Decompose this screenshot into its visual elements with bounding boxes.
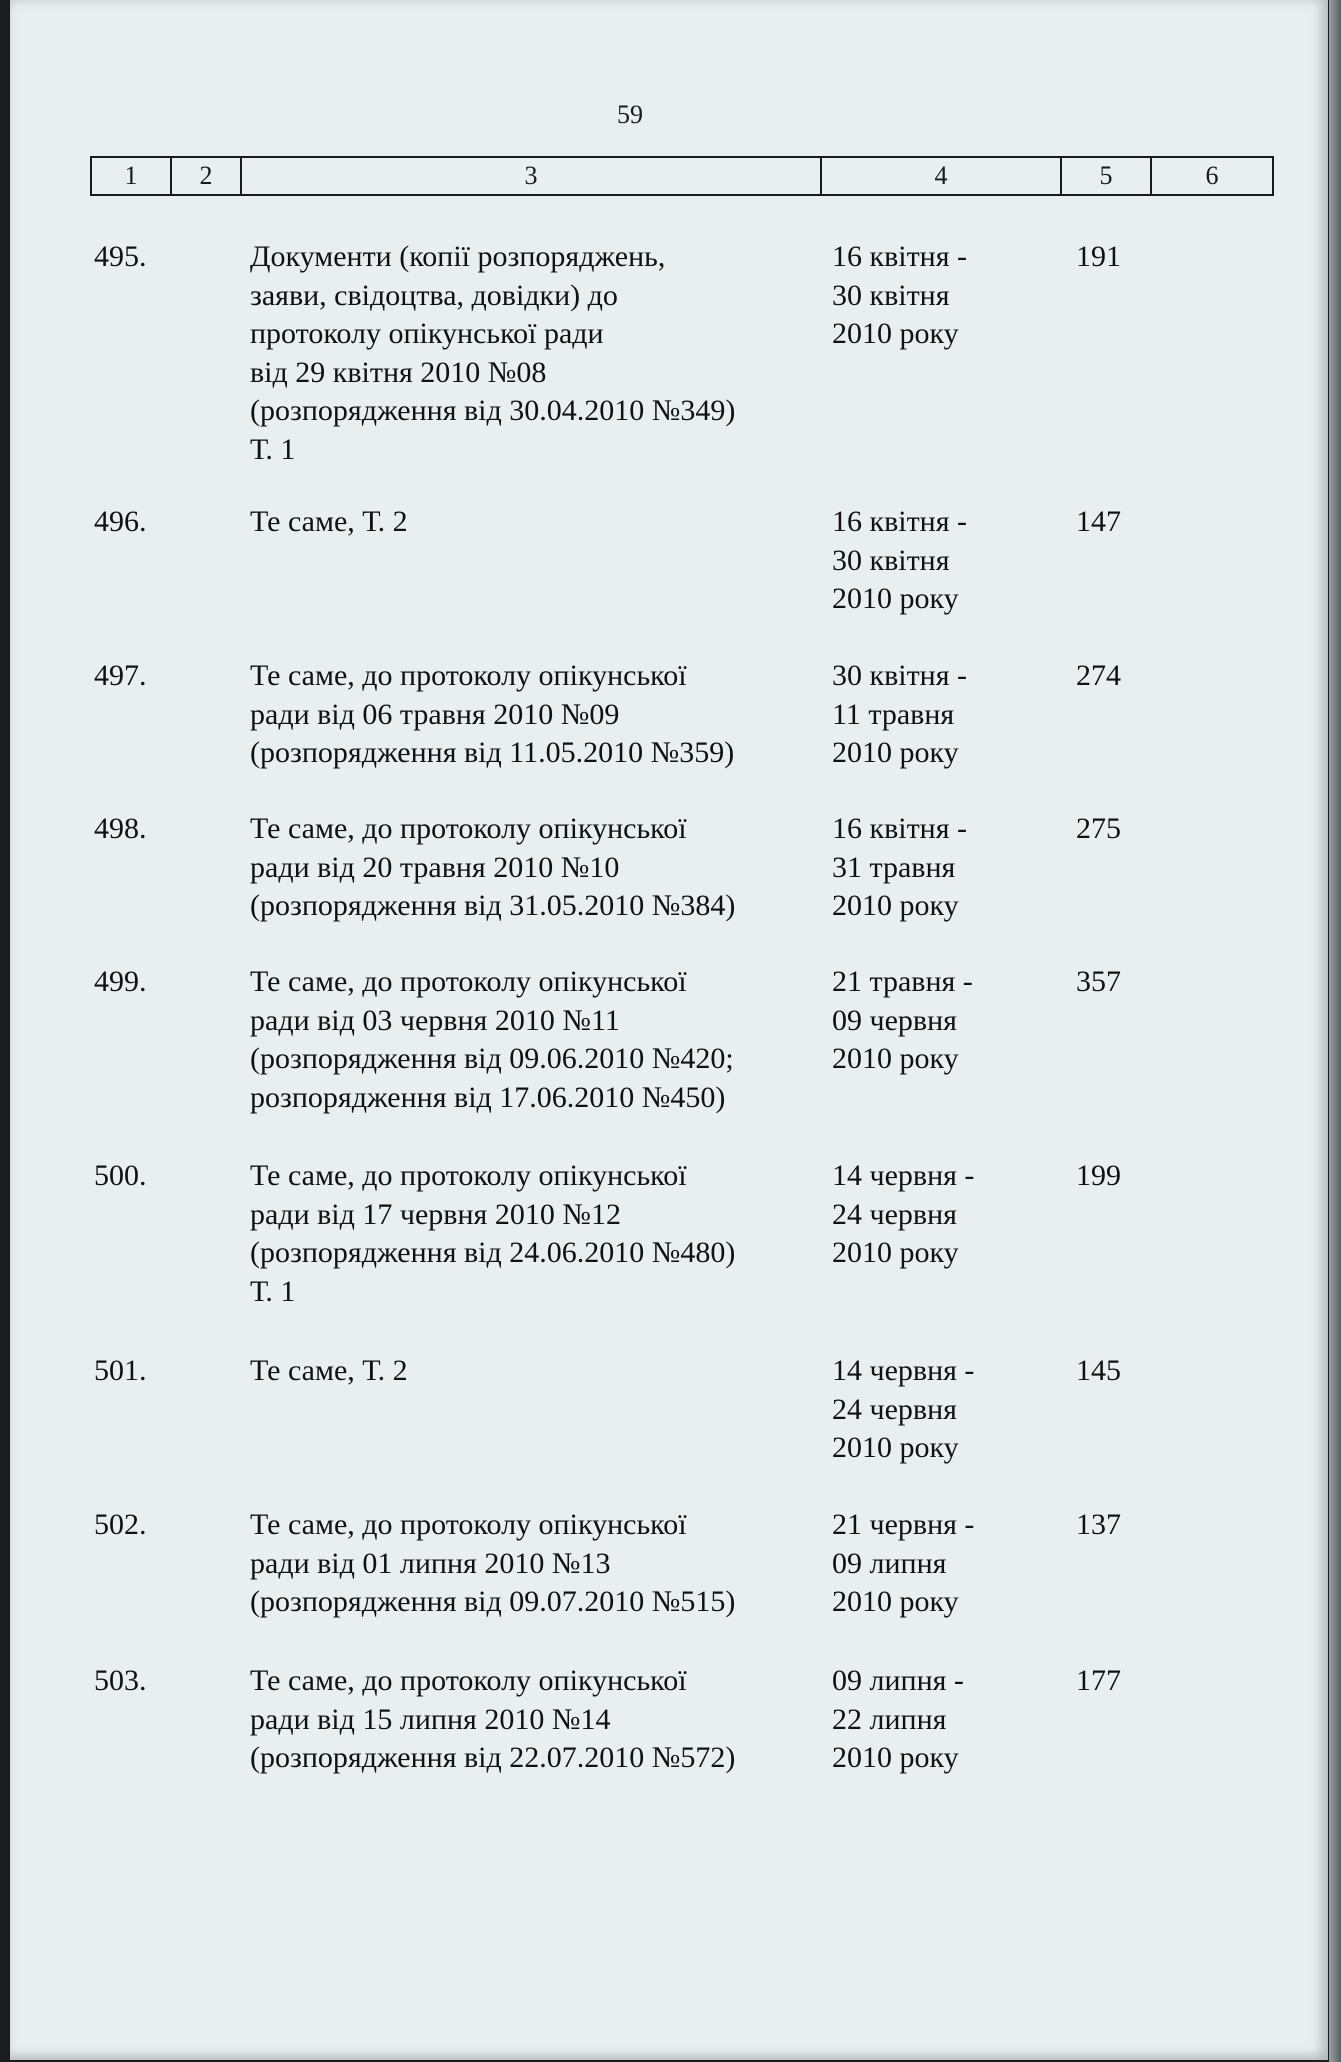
entry-number: 501. bbox=[94, 1354, 147, 1387]
entry-description bbox=[250, 1157, 810, 1311]
entry-date-range bbox=[832, 1157, 1032, 1273]
entry-sheet-count: 191 bbox=[1076, 240, 1121, 273]
description-line: Те саме, до протоколу опікунської bbox=[250, 812, 687, 845]
date-line: 30 квітня bbox=[832, 278, 950, 312]
date-line: 11 травня bbox=[832, 697, 955, 731]
date-line: 2010 року bbox=[832, 1585, 959, 1618]
description-line: від 29 квітня 2010 №08 bbox=[250, 355, 547, 389]
date-line: 24 червня bbox=[832, 1197, 957, 1231]
description-line: (розпорядження від 22.07.2010 №572) bbox=[250, 1741, 736, 1774]
date-line: 31 травня bbox=[832, 850, 956, 884]
entry-number: 502. bbox=[94, 1508, 147, 1541]
entry-sheet-count: 274 bbox=[1076, 659, 1121, 692]
date-line: 2010 року bbox=[832, 317, 959, 350]
description-line: Те саме, до протоколу опікунської bbox=[250, 659, 687, 692]
page-number: 59 bbox=[617, 100, 643, 129]
date-line: 09 липня - bbox=[832, 1664, 964, 1697]
description-line: (розпорядження від 24.06.2010 №480) bbox=[250, 1236, 736, 1269]
description-line: Те саме, до протоколу опікунської bbox=[250, 965, 687, 998]
date-line: 16 квітня - bbox=[832, 240, 968, 273]
inventory-entries bbox=[10, 0, 1328, 2060]
entry-sheet-count: 147 bbox=[1076, 505, 1121, 538]
entry-number: 499. bbox=[94, 965, 147, 998]
date-line: 2010 року bbox=[832, 1042, 959, 1075]
date-line: 2010 року bbox=[832, 1431, 959, 1464]
entry-number: 498. bbox=[94, 812, 147, 845]
column-header-1: 1 bbox=[91, 157, 171, 195]
description-line: ради від 17 червня 2010 №12 bbox=[250, 1197, 621, 1231]
description-line: Те саме, до протоколу опікунської bbox=[250, 1159, 687, 1192]
date-line: 2010 року bbox=[832, 1741, 959, 1774]
description-line: протоколу опікунської ради bbox=[250, 317, 604, 350]
date-line: 30 квітня - bbox=[832, 659, 968, 692]
entry-description bbox=[250, 657, 810, 773]
date-line: 2010 року bbox=[832, 736, 959, 769]
description-line: розпорядження від 17.06.2010 №450) bbox=[250, 1080, 726, 1114]
date-line: 2010 року bbox=[832, 889, 959, 922]
entry-number: 503. bbox=[94, 1664, 147, 1697]
description-line: заяви, свідоцтва, довідки) до bbox=[250, 278, 618, 312]
entry-sheet-count: 199 bbox=[1076, 1159, 1121, 1192]
description-line: (розпорядження від 09.06.2010 №420; bbox=[250, 1042, 734, 1075]
description-line: ради від 03 червня 2010 №11 bbox=[250, 1003, 620, 1037]
date-line: 30 квітня bbox=[832, 543, 950, 577]
entry-number: 500. bbox=[94, 1159, 147, 1192]
entry-date-range bbox=[832, 238, 1032, 354]
entry-date-range bbox=[832, 810, 1032, 926]
column-header-3: 3 bbox=[241, 157, 821, 195]
entry-description bbox=[250, 810, 810, 926]
entry-date-range bbox=[832, 963, 1032, 1079]
date-line: 09 липня bbox=[832, 1546, 947, 1580]
date-line: 21 червня - bbox=[832, 1508, 975, 1541]
entry-description bbox=[250, 963, 810, 1117]
column-header-6: 6 bbox=[1151, 157, 1273, 195]
date-line: 14 червня - bbox=[832, 1354, 975, 1387]
entry-date-range bbox=[832, 1506, 1032, 1622]
date-line: 16 квітня - bbox=[832, 812, 968, 845]
date-line: 2010 року bbox=[832, 582, 959, 615]
entry-sheet-count: 137 bbox=[1076, 1508, 1121, 1541]
entry-description bbox=[250, 1506, 810, 1622]
description-line: ради від 15 липня 2010 №14 bbox=[250, 1702, 611, 1736]
date-line: 21 травня - bbox=[832, 965, 973, 998]
description-line: Т. 1 bbox=[250, 432, 296, 466]
entry-number: 497. bbox=[94, 659, 147, 692]
date-line: 2010 року bbox=[832, 1236, 959, 1269]
description-line: Те саме, Т. 2 bbox=[250, 1354, 408, 1387]
document-page bbox=[10, 0, 1328, 2060]
entry-date-range bbox=[832, 503, 1032, 619]
description-line: (розпорядження від 30.04.2010 №349) bbox=[250, 394, 736, 427]
description-line: ради від 20 травня 2010 №10 bbox=[250, 850, 620, 884]
description-line: (розпорядження від 31.05.2010 №384) bbox=[250, 889, 736, 922]
entry-sheet-count: 275 bbox=[1076, 812, 1121, 845]
description-line: ради від 01 липня 2010 №13 bbox=[250, 1546, 611, 1580]
entry-description bbox=[250, 1352, 810, 1391]
entry-description bbox=[250, 238, 810, 469]
entry-sheet-count: 145 bbox=[1076, 1354, 1121, 1387]
description-line: Те саме, до протоколу опікунської bbox=[250, 1508, 687, 1541]
description-line: Те саме, до протоколу опікунської bbox=[250, 1664, 687, 1697]
description-line: Документи (копії розпоряджень, bbox=[250, 240, 666, 273]
description-line: ради від 06 травня 2010 №09 bbox=[250, 697, 620, 731]
entry-description bbox=[250, 503, 810, 542]
date-line: 24 червня bbox=[832, 1392, 957, 1426]
date-line: 16 квітня - bbox=[832, 505, 968, 538]
entry-description bbox=[250, 1662, 810, 1778]
entry-number: 496. bbox=[94, 505, 147, 538]
entry-sheet-count: 177 bbox=[1076, 1664, 1121, 1697]
description-line: Те саме, Т. 2 bbox=[250, 505, 408, 538]
description-line: Т. 1 bbox=[250, 1274, 296, 1308]
column-header-5: 5 bbox=[1061, 157, 1151, 195]
page-edge bbox=[1329, 0, 1341, 2062]
entry-date-range bbox=[832, 657, 1032, 773]
column-header-4: 4 bbox=[821, 157, 1061, 195]
date-line: 14 червня - bbox=[832, 1159, 975, 1192]
entry-date-range bbox=[832, 1662, 1032, 1778]
description-line: (розпорядження від 09.07.2010 №515) bbox=[250, 1585, 736, 1618]
entry-sheet-count: 357 bbox=[1076, 965, 1121, 998]
date-line: 09 червня bbox=[832, 1003, 957, 1037]
column-header-2: 2 bbox=[171, 157, 241, 195]
date-line: 22 липня bbox=[832, 1702, 947, 1736]
entry-number: 495. bbox=[94, 240, 147, 273]
entry-date-range bbox=[832, 1352, 1032, 1468]
description-line: (розпорядження від 11.05.2010 №359) bbox=[250, 736, 735, 769]
